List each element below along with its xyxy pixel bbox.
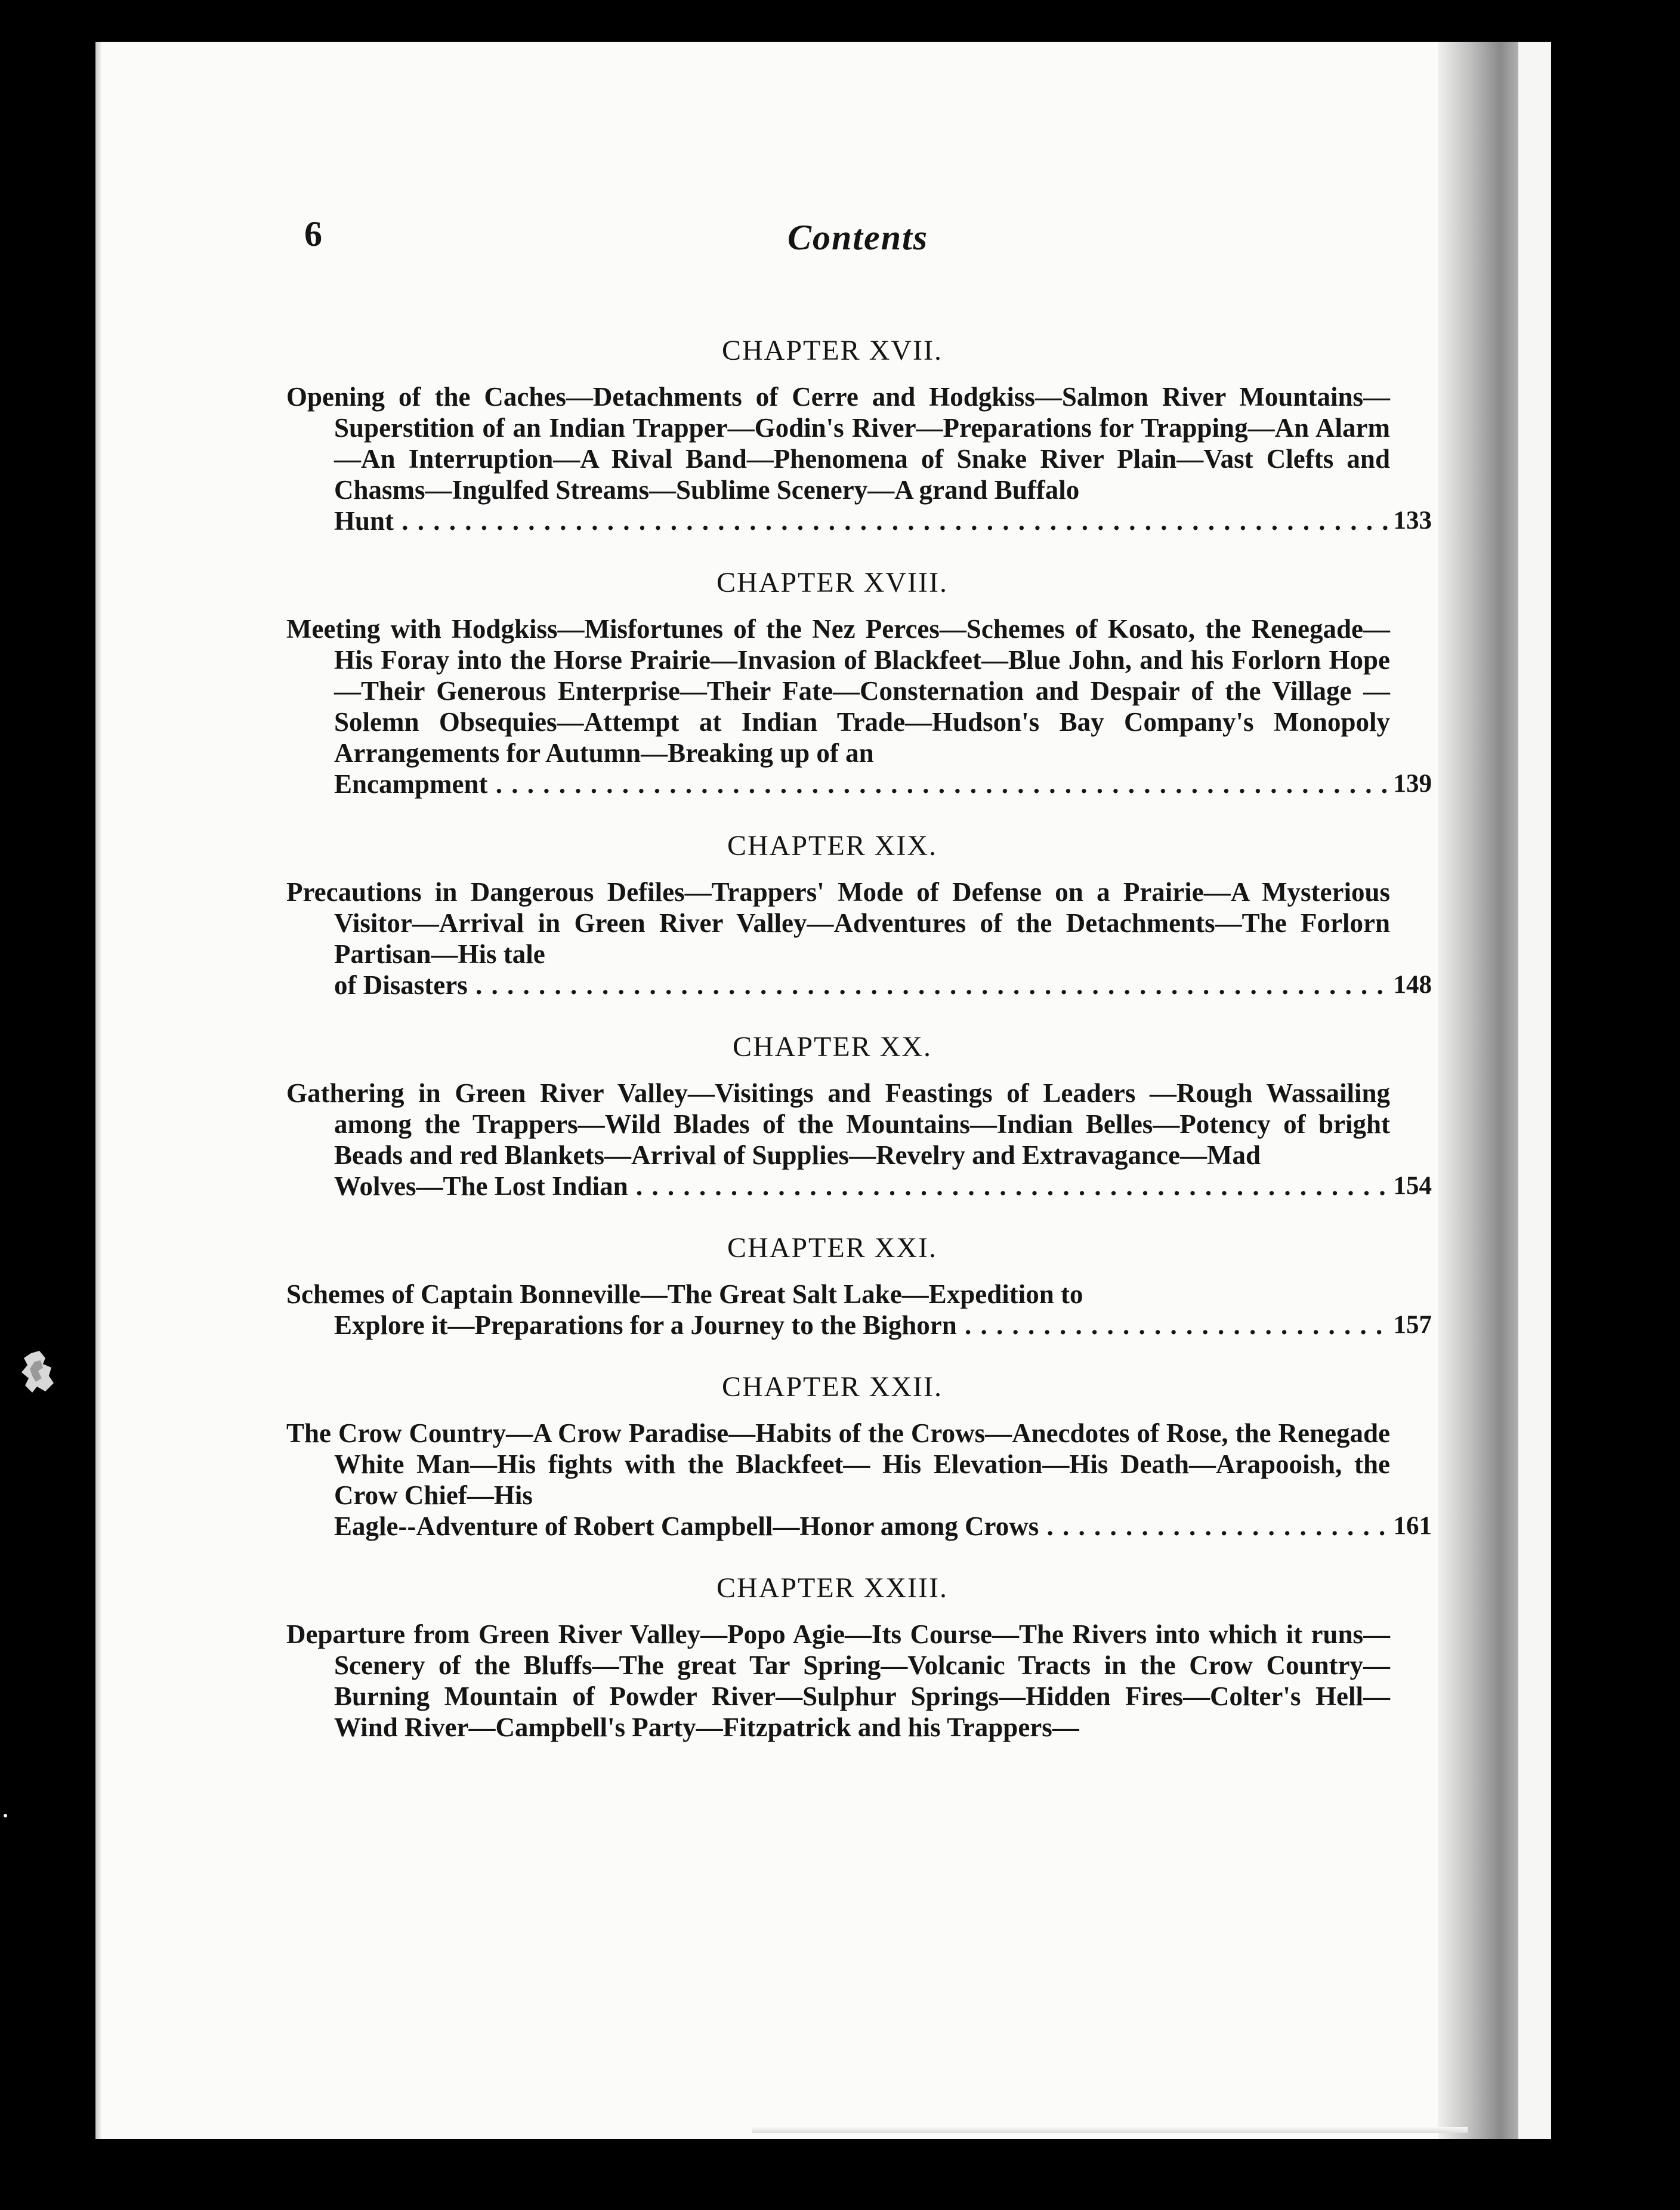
summary-text: Schemes of Captain Bonneville—The Great Salt Lake—Expedition to [286, 1279, 1083, 1309]
summary-last-line [334, 970, 1390, 1001]
summary-text: Departure from Green River Valley—Popo Agie—Its Course—The Rivers into which it runs—Scenery of the Bluffs—The great Tar Spring—Volcanic Tracts in the Crow Country—Burning Mountain of Powder River—Sulphur Springs—Hidden Fires—Colter's Hell—Wind River—Campbell's Party—Fitzpatrick and his Trappers— [286, 1619, 1390, 1742]
running-head: Contents [788, 218, 929, 257]
summary-text: Meeting with Hodgkiss—Misfortunes of the Nez Perces—Schemes of Kosato, the Renegade—His Foray into the Horse Prairie—Invasion of Blackfeet—Blue John, and his Forlorn Hope—Their Generous Enterprise—Their Fate—Consternation and Despair of the Village —Solemn Obsequies—Attempt at Indian Trade—Hudson's Bay Company's Monopoly Arrangements for Autumn—Breaking up of an [286, 614, 1390, 768]
chapter-title: CHAPTER XXIII. [717, 1572, 948, 1604]
scan-dot [4, 1814, 7, 1817]
page-edge [95, 42, 101, 2139]
chapter-summary [286, 1279, 1432, 1341]
chapter-title: CHAPTER XXII. [722, 1371, 943, 1403]
summary-last-text: of Disasters [334, 970, 468, 1000]
chapter-title: CHAPTER XVII. [722, 335, 943, 366]
toc-chapter-xviii [286, 566, 1432, 800]
chapter-summary [286, 1418, 1432, 1542]
page-number: 6 [304, 214, 322, 254]
summary-last-line [334, 1171, 1390, 1202]
chapter-title: CHAPTER XXI. [727, 1232, 937, 1264]
toc-chapter-xxiii [286, 1572, 1432, 1743]
summary-last-text: Encampment [334, 769, 488, 799]
chapter-summary [286, 613, 1432, 800]
chapter-summary [286, 876, 1432, 1001]
summary-last-line [334, 1310, 1390, 1341]
page-bottom-shadow [752, 2127, 1468, 2133]
summary-text: Opening of the Caches—Detachments of Cerre and Hodgkiss—Salmon River Mountains—Superstition of an Indian Trapper—Godin's River—Preparations for Trapping—An Alarm—An Interruption—A Rival Band—Phenomena of Snake River Plain—Vast Clefts and Chasms—Ingulfed Streams—Sublime Scenery—A grand Buffalo [286, 382, 1390, 505]
page-ref: 161 [1393, 1512, 1432, 1540]
book-page [95, 42, 1551, 2139]
summary-text: Precautions in Dangerous Defiles—Trappers' Mode of Defense on a Prairie—A Mysterious Visitor—Arrival in Green River Valley—Adventures of the Detachments—The Forlorn Partisan—His tale [286, 877, 1390, 969]
chapter-title: CHAPTER XX. [732, 1031, 932, 1063]
summary-text: The Crow Country—A Crow Paradise—Habits of the Crows—Anecdotes of Rose, the Renegade White Man—His fights with the Blackfeet— His Elevation—His Death—Arapooish, the Crow Chief—His [286, 1418, 1390, 1510]
page-ref: 154 [1393, 1172, 1432, 1200]
toc-chapter-xvii [286, 334, 1432, 536]
page-header [95, 214, 1551, 285]
toc-chapter-xxi [286, 1231, 1432, 1341]
page-ref: 133 [1393, 507, 1432, 535]
summary-text: Gathering in Green River Valley—Visitings and Feastings of Leaders —Rough Wassailing among the Trappers—Wild Blades of the Mountains—Indian Belles—Potency of bright Beads and red Blankets—Arrival of Supplies—Revelry and Extravagance—Mad [286, 1078, 1390, 1170]
summary-last-text: Eagle--Adventure of Robert Campbell—Honor among Crows [334, 1511, 1039, 1541]
chapter-summary [286, 381, 1432, 536]
chapter-summary [286, 1078, 1432, 1202]
toc-chapter-xx [286, 1030, 1432, 1202]
summary-last-line [334, 505, 1390, 536]
page-ref: 148 [1393, 971, 1432, 999]
summary-last-line [334, 768, 1390, 800]
chapter-title: CHAPTER XVIII. [717, 567, 948, 598]
page-ref: 139 [1393, 770, 1432, 798]
chapter-title: CHAPTER XIX. [727, 830, 937, 862]
toc-chapter-xix [286, 829, 1432, 1001]
summary-last-text: Wolves—The Lost Indian [334, 1171, 628, 1201]
chapter-summary [286, 1619, 1432, 1743]
table-of-contents [286, 334, 1432, 1773]
summary-last-line [334, 1511, 1390, 1542]
facing-page-edge [1518, 42, 1551, 2139]
scan-speck-icon [19, 1350, 57, 1395]
summary-last-text: Hunt [334, 506, 394, 536]
toc-chapter-xxii [286, 1371, 1432, 1542]
page-ref: 157 [1393, 1311, 1432, 1339]
summary-last-text: Explore it—Preparations for a Journey to the Bighorn [334, 1310, 957, 1340]
